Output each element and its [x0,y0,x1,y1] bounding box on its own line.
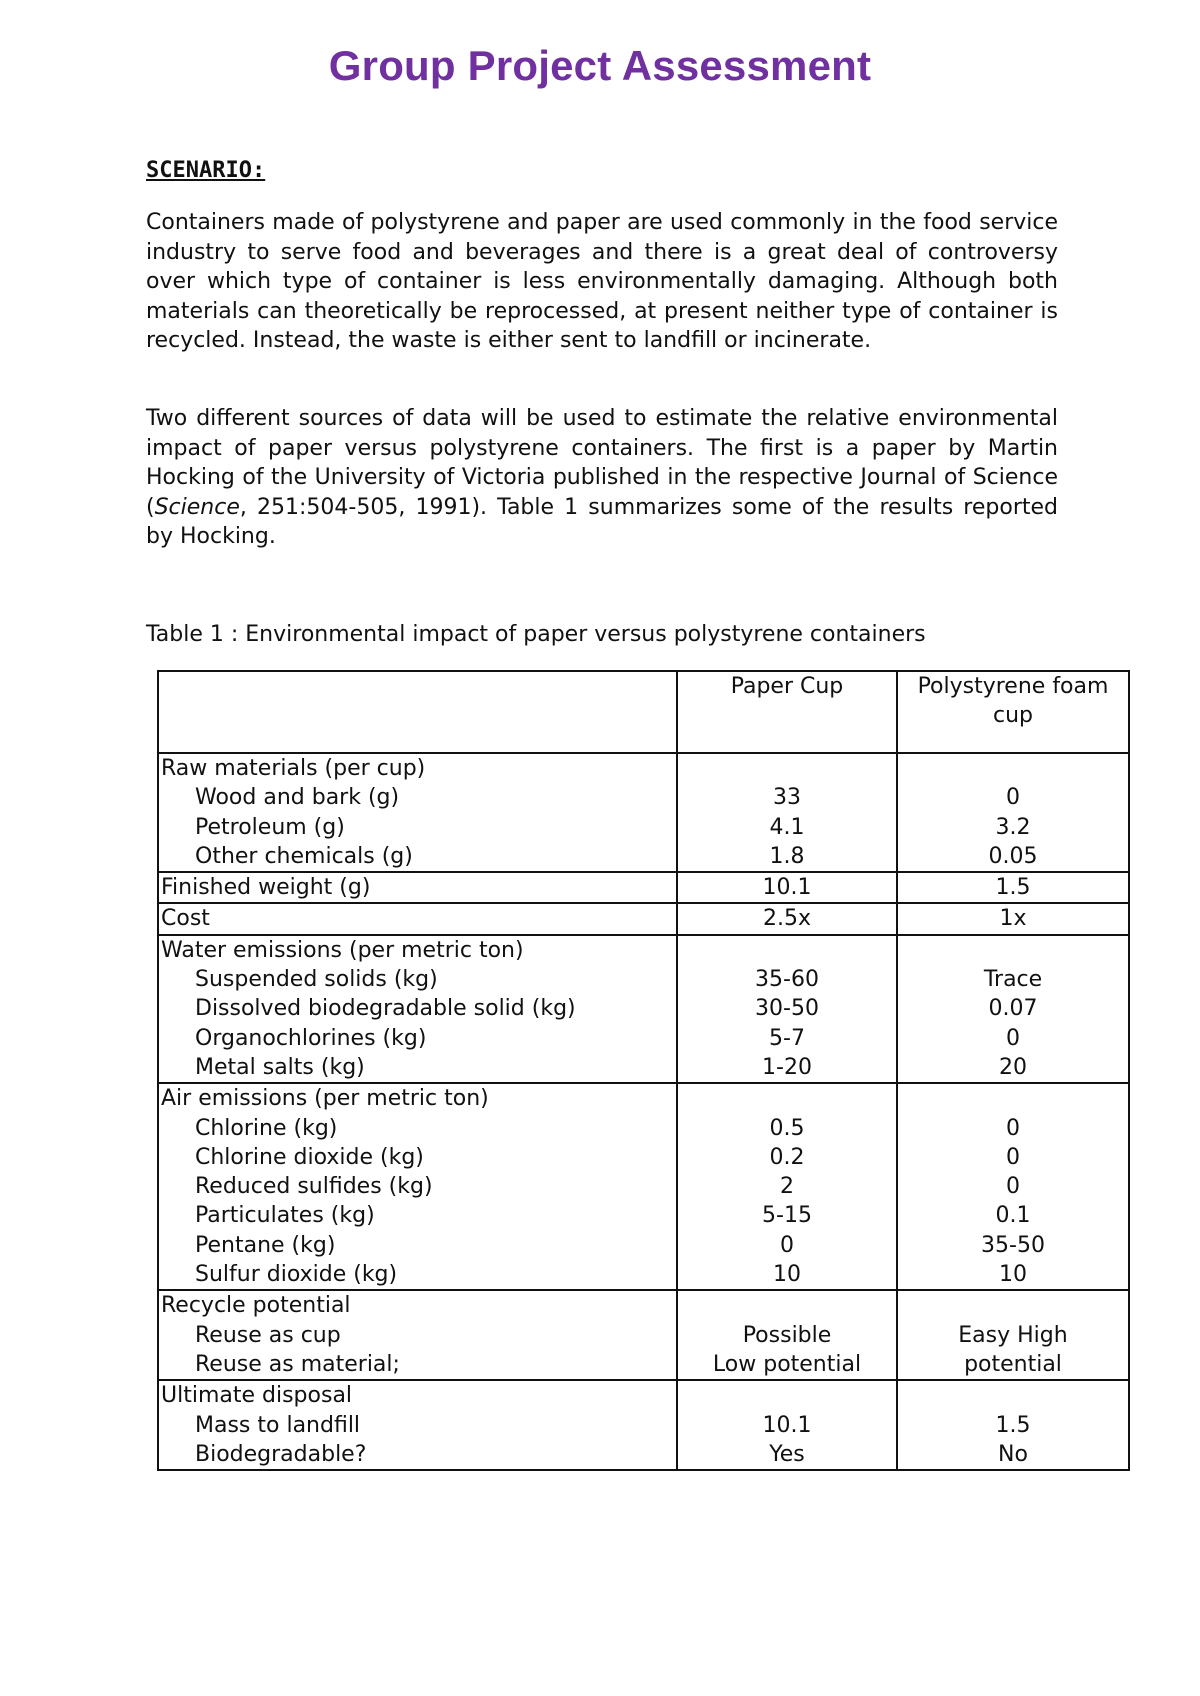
scenario-paragraph-1: Containers made of polystyrene and paper are used commonly in the food service industry to serve food and beverages and there is a great deal of controversy over which type of container is less environmentally damaging. Although both materials can theoretically be reprocessed, at present neither type of container is recycled. Instead, the waste is either sent to landfill or incinerate. [146,210,1058,353]
header-cell-paper-cup: Paper Cup [677,671,897,753]
table-row-recycle-potential [158,1290,1129,1380]
group-title: Recycle potential [161,1293,351,1319]
poly-value: 0 [1006,1115,1020,1141]
poly-value: 0.1 [995,1203,1031,1229]
paper-cell [677,935,897,1083]
poly-value: 1.5 [995,1412,1031,1438]
poly-value: 0 [1006,1025,1020,1051]
paper-value: 1-20 [762,1054,812,1080]
paper-value: Possible [742,1322,832,1348]
table-caption: Table 1 : Environmental impact of paper versus polystyrene containers [146,622,926,647]
poly-value: 0.05 [988,843,1038,869]
paper-cell [677,1380,897,1470]
paragraph-2-text-before: Two different sources of data will be used to estimate the relative environmental impact of paper versus polystyrene containers. The first is a paper by Martin Hocking of the University of Victoria published in the respective Journal of Science ( [146,406,1058,520]
row-label: Sulfur dioxide (kg) [195,1262,398,1288]
table-row-finished-weight [158,872,1129,903]
item-cell [158,753,677,872]
journal-name: Science [154,494,240,520]
row-label: Reduced sulfides (kg) [195,1174,433,1200]
poly-value: 0 [1006,785,1020,811]
paper-value: 10 [773,1262,801,1288]
paper-value: 0.2 [769,1144,805,1170]
poly-value: 20 [999,1054,1027,1080]
table-row-air-emissions [158,1083,1129,1290]
poly-value: potential [964,1351,1062,1377]
impact-table [157,670,1130,1471]
poly-value: 1x [897,903,1129,934]
poly-value: 35-50 [981,1232,1045,1258]
poly-value: 0.07 [988,996,1038,1022]
paper-value: 2 [780,1174,794,1200]
row-label: Petroleum (g) [195,814,345,840]
group-title: Air emissions (per metric ton) [161,1086,489,1112]
poly-value: 10 [999,1262,1027,1288]
item-cell: Cost [158,903,677,934]
row-label: Dissolved biodegradable solid (kg) [195,996,576,1022]
paper-value: 1.8 [769,843,805,869]
paper-value: Low potential [712,1351,862,1377]
table-header-row [158,671,1129,753]
row-label: Suspended solids (kg) [195,967,438,993]
poly-value: Trace [983,967,1043,993]
group-title: Raw materials (per cup) [161,756,426,781]
paragraph-2-text-after: , 251:504-505, 1991). Table 1 summarizes some of the results reported by Hocking. [146,494,1058,549]
poly-cell [897,753,1129,872]
group-title: Water emissions (per metric ton) [161,937,524,963]
table-row-ultimate-disposal [158,1380,1129,1470]
poly-value: 0 [1006,1144,1020,1170]
row-label: Chlorine (kg) [195,1115,338,1141]
poly-cell [897,935,1129,1083]
row-label: Particulates (kg) [195,1203,375,1229]
poly-value: 3.2 [995,814,1031,840]
row-label: Reuse as cup [195,1322,341,1348]
poly-cell [897,1083,1129,1290]
row-label: Wood and bark (g) [195,785,400,811]
page-title: Group Project Assessment [328,42,872,89]
item-cell: Finished weight (g) [158,872,677,903]
row-label: Chlorine dioxide (kg) [195,1144,424,1170]
item-cell [158,1290,677,1380]
table-row-water-emissions [158,935,1129,1083]
header-cell-blank [158,671,677,753]
header-cell-polystyrene-cup: Polystyrene foam cup [897,671,1129,753]
paper-value: 2.5x [677,903,897,934]
paper-value: 35-60 [755,967,819,993]
paper-value: 10.1 [762,1412,812,1438]
poly-cell [897,1290,1129,1380]
row-label: Mass to landfill [195,1412,361,1438]
item-cell [158,1380,677,1470]
row-label: Pentane (kg) [195,1232,336,1258]
paper-value: 33 [773,785,801,811]
poly-value: 1.5 [897,872,1129,903]
paper-value: 30-50 [755,996,819,1022]
paper-cell [677,753,897,872]
item-cell [158,1083,677,1290]
row-label: Organochlorines (kg) [195,1025,427,1051]
scenario-heading: SCENARIO: [146,158,266,183]
scenario-paragraph-2 [146,404,1058,552]
paper-value: 4.1 [769,814,805,840]
paper-value: 10.1 [677,872,897,903]
row-label: Other chemicals (g) [195,843,413,869]
poly-value: No [998,1441,1028,1467]
group-title: Ultimate disposal [161,1383,353,1409]
paper-value: 5-7 [769,1025,805,1051]
paper-value: 0.5 [769,1115,805,1141]
paper-cell [677,1083,897,1290]
paper-value: Yes [769,1441,805,1467]
item-cell [158,935,677,1083]
paper-cell [677,1290,897,1380]
poly-cell [897,1380,1129,1470]
row-label: Biodegradable? [195,1441,367,1467]
paper-value: 5-15 [762,1203,812,1229]
poly-value: 0 [1006,1174,1020,1200]
row-label: Reuse as material; [195,1351,400,1377]
row-label: Metal salts (kg) [195,1054,365,1080]
table-row-cost [158,903,1129,934]
table-row-raw-materials [158,753,1129,872]
poly-value: Easy High [958,1322,1068,1348]
paper-value: 0 [780,1232,794,1258]
